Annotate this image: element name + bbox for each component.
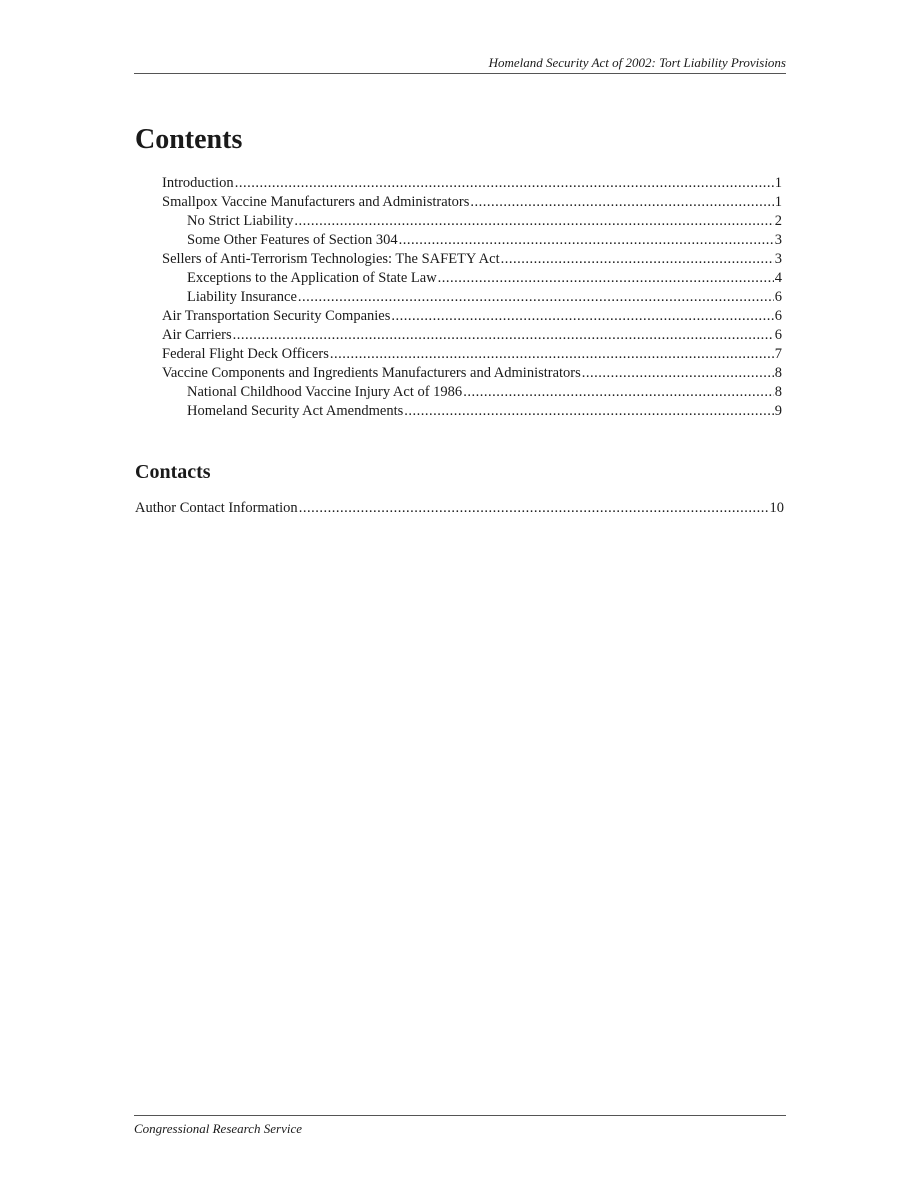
toc-entry-label: Some Other Features of Section 304 [187, 232, 398, 248]
toc-entry-vaccine-injury-act[interactable] [162, 383, 782, 402]
dot-leader [391, 307, 773, 326]
running-title: Homeland Security Act of 2002: Tort Liability Provisions [488, 55, 786, 70]
dot-leader [404, 402, 773, 421]
toc-entry-page: 10 [769, 500, 784, 516]
toc-entry-label: Exceptions to the Application of State Law [187, 270, 437, 286]
toc-entry-label: Air Transportation Security Companies [162, 308, 391, 324]
toc-entry-page: 1 [774, 194, 782, 210]
dot-leader [235, 174, 774, 193]
dot-leader [470, 193, 773, 212]
toc-entry-page: 9 [774, 403, 782, 419]
toc-entry-label: National Childhood Vaccine Injury Act of 1986 [187, 384, 463, 400]
running-footer [134, 1115, 786, 1137]
toc-entry-introduction[interactable] [162, 174, 782, 193]
toc-entry-page: 2 [774, 213, 782, 229]
dot-leader [330, 345, 774, 364]
toc-entry-safety-act[interactable] [162, 250, 782, 269]
toc-entry-label: Liability Insurance [187, 289, 297, 305]
toc-entry-air-transportation-security[interactable] [162, 307, 782, 326]
toc-entry-label: Smallpox Vaccine Manufacturers and Administrators [162, 194, 470, 210]
dot-leader [501, 250, 774, 269]
toc-entry-author-contact[interactable] [135, 499, 784, 518]
toc-entry-label: Author Contact Information [135, 500, 298, 516]
toc-entry-page: 1 [774, 175, 782, 191]
toc-entry-label: Air Carriers [162, 327, 232, 343]
toc-entry-smallpox[interactable] [162, 193, 782, 212]
dot-leader [582, 364, 774, 383]
toc-entry-label: Sellers of Anti-Terrorism Technologies: The SAFETY Act [162, 251, 500, 267]
toc-entry-section-304[interactable] [162, 231, 782, 250]
toc-entry-label: Introduction [162, 175, 234, 191]
dot-leader [233, 326, 774, 345]
table-of-contents [162, 174, 782, 421]
dot-leader [438, 269, 774, 288]
toc-entry-page: 6 [774, 289, 782, 305]
toc-entry-page: 8 [774, 365, 782, 381]
toc-entry-page: 6 [774, 308, 782, 324]
contents-heading: Contents [135, 124, 243, 155]
toc-entry-liability-insurance[interactable] [162, 288, 782, 307]
contacts-list [135, 499, 784, 518]
running-header [134, 55, 786, 74]
footer-text: Congressional Research Service [134, 1121, 302, 1136]
contacts-heading: Contacts [135, 461, 211, 483]
toc-entry-flight-deck-officers[interactable] [162, 345, 782, 364]
toc-entry-page: 8 [774, 384, 782, 400]
toc-entry-page: 3 [774, 251, 782, 267]
toc-entry-no-strict-liability[interactable] [162, 212, 782, 231]
toc-entry-label: No Strict Liability [187, 213, 294, 229]
toc-entry-hsa-amendments[interactable] [162, 402, 782, 421]
toc-entry-exceptions-state-law[interactable] [162, 269, 782, 288]
toc-entry-label: Vaccine Components and Ingredients Manufacturers and Administrators [162, 365, 581, 381]
toc-entry-page: 4 [774, 270, 782, 286]
toc-entry-air-carriers[interactable] [162, 326, 782, 345]
toc-entry-page: 6 [774, 327, 782, 343]
dot-leader [298, 288, 774, 307]
dot-leader [299, 499, 769, 518]
toc-entry-page: 7 [774, 346, 782, 362]
toc-entry-label: Federal Flight Deck Officers [162, 346, 329, 362]
dot-leader [294, 212, 773, 231]
dot-leader [463, 383, 774, 402]
toc-entry-vaccine-components[interactable] [162, 364, 782, 383]
toc-entry-page: 3 [774, 232, 782, 248]
toc-entry-label: Homeland Security Act Amendments [187, 403, 404, 419]
dot-leader [399, 231, 774, 250]
